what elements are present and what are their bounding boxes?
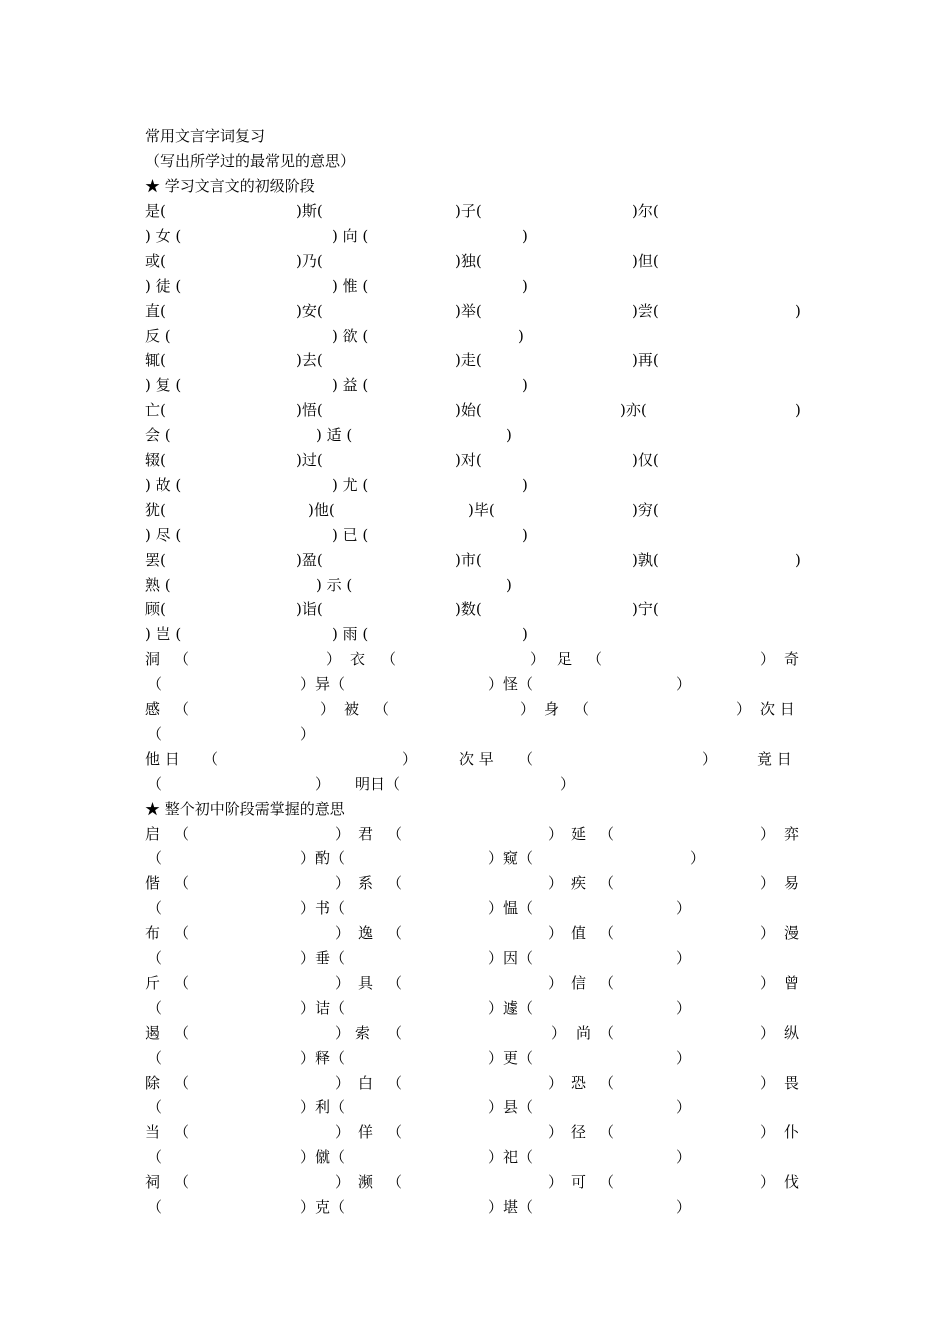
exercise-segment: )数( bbox=[455, 600, 482, 618]
exercise-segment: （ bbox=[147, 849, 163, 867]
exercise-segment: ) bbox=[795, 401, 801, 419]
exercise-segment: （ bbox=[147, 775, 163, 793]
exercise-segment: )穷( bbox=[632, 501, 659, 519]
exercise-segment: ) 惟 ( bbox=[332, 277, 369, 295]
exercise-segment: （ bbox=[387, 974, 403, 992]
exercise-segment: （ bbox=[147, 675, 163, 693]
page-title: 常用文言字词复习 bbox=[145, 127, 266, 145]
exercise-segment: ）怪（ bbox=[488, 675, 534, 693]
exercise-segment: ） bbox=[548, 924, 564, 942]
exercise-segment: ） bbox=[760, 1173, 776, 1191]
exercise-segment: ) 故 ( bbox=[145, 476, 182, 494]
exercise-segment: ） bbox=[548, 974, 564, 992]
exercise-segment: ） bbox=[676, 949, 692, 967]
exercise-segment: 具 bbox=[358, 974, 374, 992]
exercise-segment: ）利（ bbox=[300, 1098, 346, 1116]
exercise-segment: ） bbox=[676, 1148, 692, 1166]
exercise-segment: )毕( bbox=[468, 501, 495, 519]
exercise-segment: 是( bbox=[145, 202, 166, 220]
exercise-segment: ) 岂 ( bbox=[145, 625, 182, 643]
exercise-segment: 罢( bbox=[145, 551, 166, 569]
exercise-segment: ) 已 ( bbox=[332, 526, 369, 544]
exercise-segment: ） bbox=[676, 999, 692, 1017]
exercise-segment: 次 日 bbox=[760, 700, 795, 718]
exercise-segment: 偕 bbox=[145, 874, 161, 892]
exercise-segment: （ bbox=[599, 1024, 615, 1042]
exercise-segment: 会 ( bbox=[145, 426, 171, 444]
exercise-segment: 漫 bbox=[784, 924, 800, 942]
exercise-segment: （ bbox=[147, 1148, 163, 1166]
exercise-segment: ） bbox=[676, 1049, 692, 1067]
exercise-segment: ) bbox=[506, 576, 512, 594]
exercise-segment: ) bbox=[522, 376, 528, 394]
exercise-segment: )尝( bbox=[632, 302, 659, 320]
exercise-segment: 曾 bbox=[784, 974, 800, 992]
exercise-segment: ） bbox=[326, 650, 342, 668]
exercise-segment: 尚 bbox=[576, 1024, 592, 1042]
exercise-segment: ）释（ bbox=[300, 1049, 346, 1067]
exercise-segment: ） bbox=[335, 1173, 351, 1191]
exercise-segment: ） bbox=[548, 1123, 564, 1141]
exercise-segment: ) 向 ( bbox=[332, 227, 369, 245]
exercise-segment: 感 bbox=[145, 700, 161, 718]
exercise-segment: 奇 bbox=[784, 650, 800, 668]
exercise-segment: ) bbox=[522, 625, 528, 643]
exercise-segment: ） bbox=[702, 750, 718, 768]
section-header-junior-high: ★ 整个初中阶段需掌握的意思 bbox=[145, 800, 345, 818]
exercise-segment: 值 bbox=[571, 924, 587, 942]
exercise-segment: ） bbox=[520, 700, 536, 718]
exercise-segment: ） bbox=[335, 1123, 351, 1141]
exercise-segment: ）书（ bbox=[300, 899, 346, 917]
exercise-segment: 明日（ bbox=[355, 775, 401, 793]
exercise-segment: ）祀（ bbox=[488, 1148, 534, 1166]
exercise-segment: 可 bbox=[571, 1173, 587, 1191]
exercise-segment: ) 徒 ( bbox=[145, 277, 182, 295]
exercise-segment: 除 bbox=[145, 1074, 161, 1092]
exercise-segment: 身 bbox=[544, 700, 560, 718]
exercise-segment: ) bbox=[795, 302, 801, 320]
exercise-segment: ） bbox=[320, 700, 336, 718]
exercise-segment: 白 bbox=[358, 1074, 374, 1092]
exercise-segment: ） bbox=[335, 974, 351, 992]
exercise-segment: （ bbox=[599, 924, 615, 942]
exercise-segment: （ bbox=[174, 874, 190, 892]
exercise-segment: ） bbox=[676, 675, 692, 693]
exercise-segment: （ bbox=[174, 1074, 190, 1092]
exercise-segment: )尔( bbox=[632, 202, 659, 220]
exercise-segment: ) 尽 ( bbox=[145, 526, 182, 544]
exercise-segment: ) 雨 ( bbox=[332, 625, 369, 643]
exercise-segment: 顾( bbox=[145, 600, 166, 618]
exercise-segment: （ bbox=[174, 700, 190, 718]
exercise-segment: （ bbox=[174, 650, 190, 668]
exercise-segment: （ bbox=[599, 974, 615, 992]
exercise-segment: ） bbox=[760, 825, 776, 843]
exercise-segment: 弈 bbox=[784, 825, 800, 843]
exercise-segment: ） bbox=[315, 775, 331, 793]
exercise-segment: 径 bbox=[571, 1123, 587, 1141]
exercise-segment: （ bbox=[599, 1123, 615, 1141]
exercise-segment: ) 适 ( bbox=[316, 426, 353, 444]
exercise-segment: ）愠（ bbox=[488, 899, 534, 917]
exercise-segment: ） bbox=[760, 1074, 776, 1092]
exercise-segment: ) bbox=[522, 476, 528, 494]
exercise-segment: （ bbox=[518, 750, 534, 768]
exercise-segment: 辍( bbox=[145, 451, 166, 469]
exercise-segment: （ bbox=[147, 899, 163, 917]
exercise-segment: （ bbox=[587, 650, 603, 668]
exercise-segment: ） bbox=[676, 1198, 692, 1216]
exercise-segment: （ bbox=[174, 1024, 190, 1042]
exercise-segment: ） bbox=[760, 974, 776, 992]
exercise-segment: 延 bbox=[571, 825, 587, 843]
exercise-segment: 当 bbox=[145, 1123, 161, 1141]
exercise-segment: 被 bbox=[344, 700, 360, 718]
exercise-segment: ） bbox=[548, 825, 564, 843]
exercise-segment: 濒 bbox=[358, 1173, 374, 1191]
exercise-segment: ） bbox=[551, 1024, 567, 1042]
exercise-segment: ) 欲 ( bbox=[332, 327, 369, 345]
exercise-segment: 纵 bbox=[784, 1024, 800, 1042]
exercise-segment: ） bbox=[548, 1173, 564, 1191]
exercise-segment: （ bbox=[174, 1123, 190, 1141]
exercise-segment: )独( bbox=[455, 252, 482, 270]
exercise-segment: )子( bbox=[455, 202, 482, 220]
exercise-segment: 竟 日 bbox=[757, 750, 792, 768]
exercise-segment: （ bbox=[374, 700, 390, 718]
exercise-segment: ） bbox=[402, 750, 418, 768]
exercise-segment: 犹( bbox=[145, 501, 166, 519]
exercise-segment: （ bbox=[387, 1024, 403, 1042]
exercise-segment: ）因（ bbox=[488, 949, 534, 967]
exercise-segment: )孰( bbox=[632, 551, 659, 569]
exercise-segment: ) 女 ( bbox=[145, 227, 182, 245]
exercise-segment: ） bbox=[335, 825, 351, 843]
exercise-segment: )亦( bbox=[620, 401, 647, 419]
exercise-segment: ）县（ bbox=[488, 1098, 534, 1116]
exercise-segment: 易 bbox=[784, 874, 800, 892]
exercise-segment: )举( bbox=[455, 302, 482, 320]
exercise-segment: （ bbox=[147, 1198, 163, 1216]
exercise-segment: 仆 bbox=[784, 1123, 800, 1141]
exercise-segment: ） bbox=[760, 650, 776, 668]
exercise-segment: ) bbox=[522, 526, 528, 544]
exercise-segment: ）酌（ bbox=[300, 849, 346, 867]
exercise-segment: ）诘（ bbox=[300, 999, 346, 1017]
exercise-segment: 亡( bbox=[145, 401, 166, 419]
exercise-segment: 疾 bbox=[571, 874, 587, 892]
exercise-segment: ） bbox=[760, 874, 776, 892]
exercise-segment: ） bbox=[335, 1024, 351, 1042]
exercise-segment: 熟 ( bbox=[145, 576, 171, 594]
exercise-segment: ） bbox=[335, 924, 351, 942]
exercise-segment: （ bbox=[387, 1074, 403, 1092]
exercise-segment: 布 bbox=[145, 924, 161, 942]
exercise-segment: 足 bbox=[557, 650, 573, 668]
exercise-segment: （ bbox=[599, 874, 615, 892]
exercise-segment: 恐 bbox=[571, 1074, 587, 1092]
exercise-segment: 次 早 bbox=[459, 750, 494, 768]
exercise-segment: ) bbox=[518, 327, 524, 345]
exercise-segment: )安( bbox=[296, 302, 323, 320]
exercise-segment: )盈( bbox=[296, 551, 323, 569]
exercise-segment: )去( bbox=[296, 351, 323, 369]
exercise-segment: （ bbox=[574, 700, 590, 718]
exercise-segment: （ bbox=[599, 825, 615, 843]
exercise-segment: )过( bbox=[296, 451, 323, 469]
exercise-segment: （ bbox=[147, 949, 163, 967]
exercise-segment: 遏 bbox=[145, 1024, 161, 1042]
exercise-segment: ） bbox=[335, 874, 351, 892]
exercise-segment: ） bbox=[760, 924, 776, 942]
exercise-segment: ）遽（ bbox=[488, 999, 534, 1017]
exercise-segment: )仅( bbox=[632, 451, 659, 469]
exercise-segment: ） bbox=[736, 700, 752, 718]
exercise-segment: ） bbox=[560, 775, 576, 793]
exercise-segment: 反 ( bbox=[145, 327, 171, 345]
exercise-segment: 辄( bbox=[145, 351, 166, 369]
section-header-basic: ★ 学习文言文的初级阶段 bbox=[145, 177, 315, 195]
exercise-segment: ) bbox=[795, 551, 801, 569]
exercise-segment: 他 日 bbox=[145, 750, 180, 768]
exercise-segment: 畏 bbox=[784, 1074, 800, 1092]
exercise-segment: ） bbox=[676, 1098, 692, 1116]
exercise-segment: 系 bbox=[358, 874, 374, 892]
exercise-segment: ） bbox=[548, 1074, 564, 1092]
exercise-segment: （ bbox=[174, 974, 190, 992]
exercise-segment: ) 复 ( bbox=[145, 376, 182, 394]
exercise-segment: ）堪（ bbox=[488, 1198, 534, 1216]
exercise-segment: )但( bbox=[632, 252, 659, 270]
exercise-segment: ） bbox=[690, 849, 706, 867]
exercise-segment: ) bbox=[522, 277, 528, 295]
exercise-segment: ）垂（ bbox=[300, 949, 346, 967]
exercise-segment: 逸 bbox=[358, 924, 374, 942]
exercise-segment: （ bbox=[203, 750, 219, 768]
exercise-segment: ) bbox=[506, 426, 512, 444]
exercise-segment: （ bbox=[147, 1049, 163, 1067]
exercise-segment: （ bbox=[174, 825, 190, 843]
exercise-segment: )始( bbox=[455, 401, 482, 419]
exercise-segment: ) 示 ( bbox=[316, 576, 353, 594]
exercise-segment: 信 bbox=[571, 974, 587, 992]
page-subtitle: （写出所学过的最常见的意思） bbox=[145, 152, 356, 170]
exercise-segment: 衣 bbox=[350, 650, 366, 668]
exercise-segment: )宁( bbox=[632, 600, 659, 618]
exercise-segment: ） bbox=[676, 899, 692, 917]
exercise-segment: ）窥（ bbox=[488, 849, 534, 867]
exercise-segment: )斯( bbox=[296, 202, 323, 220]
exercise-segment: )对( bbox=[455, 451, 482, 469]
exercise-segment: ）克（ bbox=[300, 1198, 346, 1216]
exercise-segment: （ bbox=[147, 999, 163, 1017]
exercise-segment: ） bbox=[530, 650, 546, 668]
exercise-segment: （ bbox=[381, 650, 397, 668]
exercise-segment: )市( bbox=[455, 551, 482, 569]
exercise-segment: （ bbox=[174, 1173, 190, 1191]
exercise-segment: 斤 bbox=[145, 974, 161, 992]
exercise-segment: ) 尤 ( bbox=[332, 476, 369, 494]
exercise-segment: )他( bbox=[308, 501, 335, 519]
exercise-segment: )悟( bbox=[296, 401, 323, 419]
exercise-segment: ）异（ bbox=[300, 675, 346, 693]
exercise-segment: 伐 bbox=[784, 1173, 800, 1191]
exercise-segment: ） bbox=[335, 1074, 351, 1092]
exercise-segment: （ bbox=[387, 924, 403, 942]
exercise-segment: 洞 bbox=[145, 650, 161, 668]
exercise-segment: 祠 bbox=[145, 1173, 161, 1191]
exercise-segment: )走( bbox=[455, 351, 482, 369]
exercise-segment: ） bbox=[548, 874, 564, 892]
exercise-segment: （ bbox=[387, 1173, 403, 1191]
exercise-segment: ） bbox=[760, 1123, 776, 1141]
exercise-segment: （ bbox=[387, 874, 403, 892]
exercise-segment: 启 bbox=[145, 825, 161, 843]
exercise-segment: ）更（ bbox=[488, 1049, 534, 1067]
exercise-segment: )再( bbox=[632, 351, 659, 369]
exercise-segment: （ bbox=[599, 1173, 615, 1191]
exercise-segment: )乃( bbox=[296, 252, 323, 270]
exercise-segment: （ bbox=[387, 825, 403, 843]
exercise-segment: 君 bbox=[358, 825, 374, 843]
exercise-segment: ） bbox=[300, 725, 316, 743]
exercise-segment: （ bbox=[387, 1123, 403, 1141]
exercise-segment: （ bbox=[147, 725, 163, 743]
exercise-segment: ）僦（ bbox=[300, 1148, 346, 1166]
exercise-segment: （ bbox=[174, 924, 190, 942]
exercise-segment: ) 益 ( bbox=[332, 376, 369, 394]
exercise-segment: 或( bbox=[145, 252, 166, 270]
exercise-segment: ） bbox=[760, 1024, 776, 1042]
exercise-segment: （ bbox=[147, 1098, 163, 1116]
exercise-segment: ) bbox=[522, 227, 528, 245]
exercise-segment: （ bbox=[599, 1074, 615, 1092]
exercise-segment: 索 bbox=[355, 1024, 371, 1042]
exercise-segment: )诣( bbox=[296, 600, 323, 618]
exercise-segment: 佯 bbox=[358, 1123, 374, 1141]
exercise-segment: 直( bbox=[145, 302, 166, 320]
